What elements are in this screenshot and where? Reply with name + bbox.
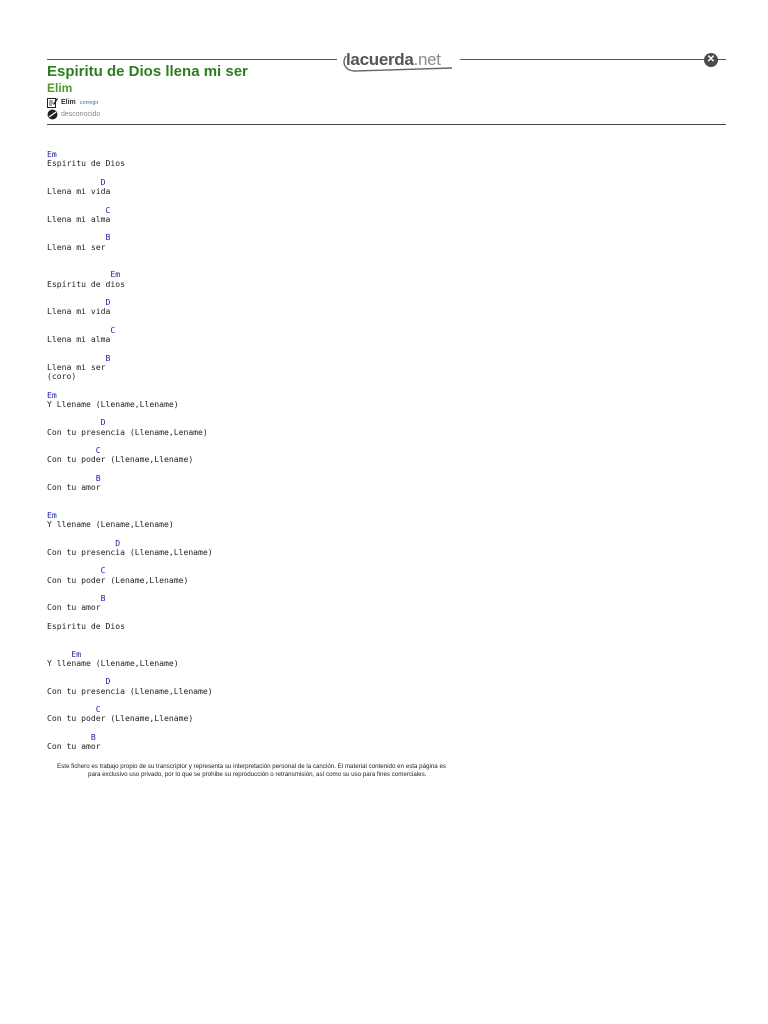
lyric-line: Con tu presencia (Llename,Llename) <box>47 546 213 557</box>
chord-line[interactable]: B <box>47 472 101 483</box>
transcriber-row <box>47 97 98 108</box>
lyric-line: Y llename (Lename,Llename) <box>47 519 174 529</box>
chord-line[interactable]: B <box>47 232 111 243</box>
close-icon[interactable]: ✕ <box>704 53 718 67</box>
lyric-line: Llena mi alma <box>47 334 111 344</box>
lyric-line: Espíritu de dios <box>47 278 125 289</box>
lyric-line: Llena mi alma <box>47 213 111 224</box>
chord-line[interactable]: B <box>47 731 96 742</box>
edit-icon <box>47 97 58 108</box>
copyright-line-1: Este fichero es trabajo propio de su transcriptor y representa su interpretación personal de la canción. El material contenido en esta página es <box>57 763 447 770</box>
header-rule-right <box>460 59 726 60</box>
chord-line[interactable]: B <box>47 593 106 603</box>
logo-suffix: .net <box>413 50 441 69</box>
chord-line[interactable]: Em <box>47 269 121 280</box>
chord-line[interactable]: Em <box>47 389 57 400</box>
artist-link[interactable]: Elim <box>47 81 73 95</box>
chord-line[interactable]: Em <box>47 509 57 520</box>
lyric-line: Con tu amor <box>47 482 101 492</box>
song-title: Espiritu de Dios llena mi ser <box>47 63 248 80</box>
difficulty-row <box>47 109 100 120</box>
header-rule-left <box>47 59 337 60</box>
chord-line[interactable]: B <box>47 352 111 363</box>
lyrics-body <box>47 150 213 751</box>
site-logo[interactable] <box>340 44 458 74</box>
chord-line[interactable]: Em <box>47 149 57 159</box>
lyric-line: Llena mi ser <box>47 241 106 252</box>
lyric-line: Y Llename (Llename,Llename) <box>47 398 179 409</box>
header-divider <box>47 124 726 125</box>
copyright-notice <box>57 763 527 779</box>
lyric-line: Llena mi ser <box>47 361 106 372</box>
chord-line[interactable]: D <box>47 417 106 428</box>
lyric-line: Y llename (Llename,Llename) <box>47 657 179 668</box>
lyric-line: Con tu poder (Llename,Llename) <box>47 454 194 465</box>
chord-line[interactable]: D <box>47 676 111 687</box>
lyric-line: Espiritu de Dios <box>47 620 125 631</box>
lyric-line: Con tu presencia (Llename,Llename) <box>47 685 213 696</box>
copyright-line-2: para exclusivo uso privado, por lo que se prohibe su reproducción o retransmisión, así como su uso para fines comerciales. <box>88 771 427 778</box>
lyric-line: Con tu amor <box>47 602 101 613</box>
lyric-line: Con tu presencia (Llename,Lename) <box>47 426 208 437</box>
chord-line[interactable]: Em <box>47 648 82 659</box>
chord-line[interactable]: C <box>47 445 101 455</box>
logo-text <box>346 50 441 70</box>
disc-icon <box>47 109 58 120</box>
transcriber-name[interactable]: Elim <box>61 99 76 106</box>
lyric-line: Llena mi vida <box>47 306 111 317</box>
chord-line[interactable]: C <box>47 324 116 335</box>
chord-line[interactable]: C <box>47 204 111 215</box>
chord-line[interactable]: D <box>47 537 121 548</box>
lyric-line: Espiritu de Dios <box>47 158 125 169</box>
lyric-line: Con tu poder (Llename,Llename) <box>47 713 194 724</box>
lyric-line: Con tu amor <box>47 741 101 751</box>
chord-line[interactable]: D <box>47 176 106 187</box>
correct-link[interactable]: corregir <box>79 99 99 106</box>
logo-main: lacuerda <box>346 50 414 69</box>
lyric-line: Con tu poder (Lename,Llename) <box>47 574 189 585</box>
chord-line[interactable]: C <box>47 704 101 714</box>
chord-line[interactable]: D <box>47 297 111 307</box>
difficulty-label: desconocido <box>61 111 101 118</box>
chord-line[interactable]: C <box>47 565 106 576</box>
lyric-line: Llena mi vida <box>47 186 111 196</box>
lyric-line: (coro) <box>47 371 77 381</box>
